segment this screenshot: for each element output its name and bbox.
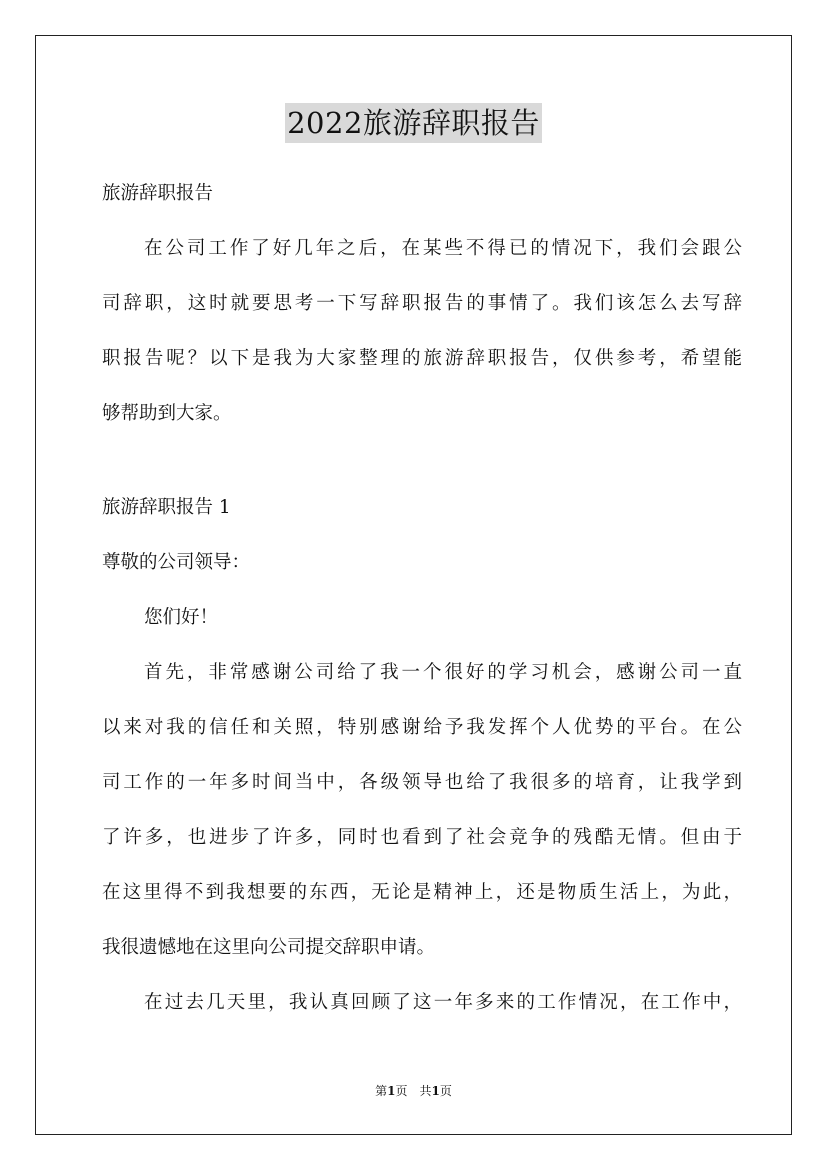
page-mid: 页 共 (395, 1084, 432, 1098)
salutation: 尊敬的公司领导： (102, 552, 251, 573)
paragraph-line: 以来对我的信任和关照，特别感谢给予我发挥个人优势的平台。在公 (102, 717, 742, 738)
document-heading: 旅游辞职报告 (102, 183, 214, 204)
paragraph-line: 我很遗憾地在这里向公司提交辞职申请。 (102, 937, 436, 958)
intro-line: 在公司工作了好几年之后，在某些不得已的情况下，我们会跟公 (144, 238, 742, 259)
paragraph-line: 司工作的一年多时间当中，各级领导也给了我很多的培育，让我学到 (102, 772, 742, 793)
document-title: 2022旅游辞职报告 (285, 103, 542, 143)
greeting: 您们好！ (144, 607, 219, 628)
page-footer (0, 1083, 827, 1099)
page-suffix: 页 (439, 1084, 452, 1098)
paragraph-line: 在这里得不到我想要的东西，无论是精神上，还是物质生活上，为此， (102, 882, 742, 903)
page-prefix: 第 (375, 1084, 388, 1098)
intro-line: 司辞职，这时就要思考一下写辞职报告的事情了。我们该怎么去写辞 (102, 293, 742, 314)
paragraph-line: 在过去几天里，我认真回顾了这一年多来的工作情况，在工作中， (144, 992, 742, 1013)
intro-line: 够帮助到大家。 (102, 403, 232, 424)
section-title: 旅游辞职报告 1 (102, 497, 231, 518)
document-body (102, 175, 742, 1022)
paragraph-line: 了许多，也进步了许多，同时也看到了社会竞争的残酷无情。但由于 (102, 827, 742, 848)
page-total: 1 (431, 1084, 440, 1098)
intro-line: 职报告呢？以下是我为大家整理的旅游辞职报告，仅供参考，希望能 (102, 348, 742, 369)
title-container (0, 103, 827, 143)
paragraph-line: 首先，非常感谢公司给了我一个很好的学习机会，感谢公司一直 (144, 662, 742, 683)
page-number: 1 (387, 1084, 396, 1098)
